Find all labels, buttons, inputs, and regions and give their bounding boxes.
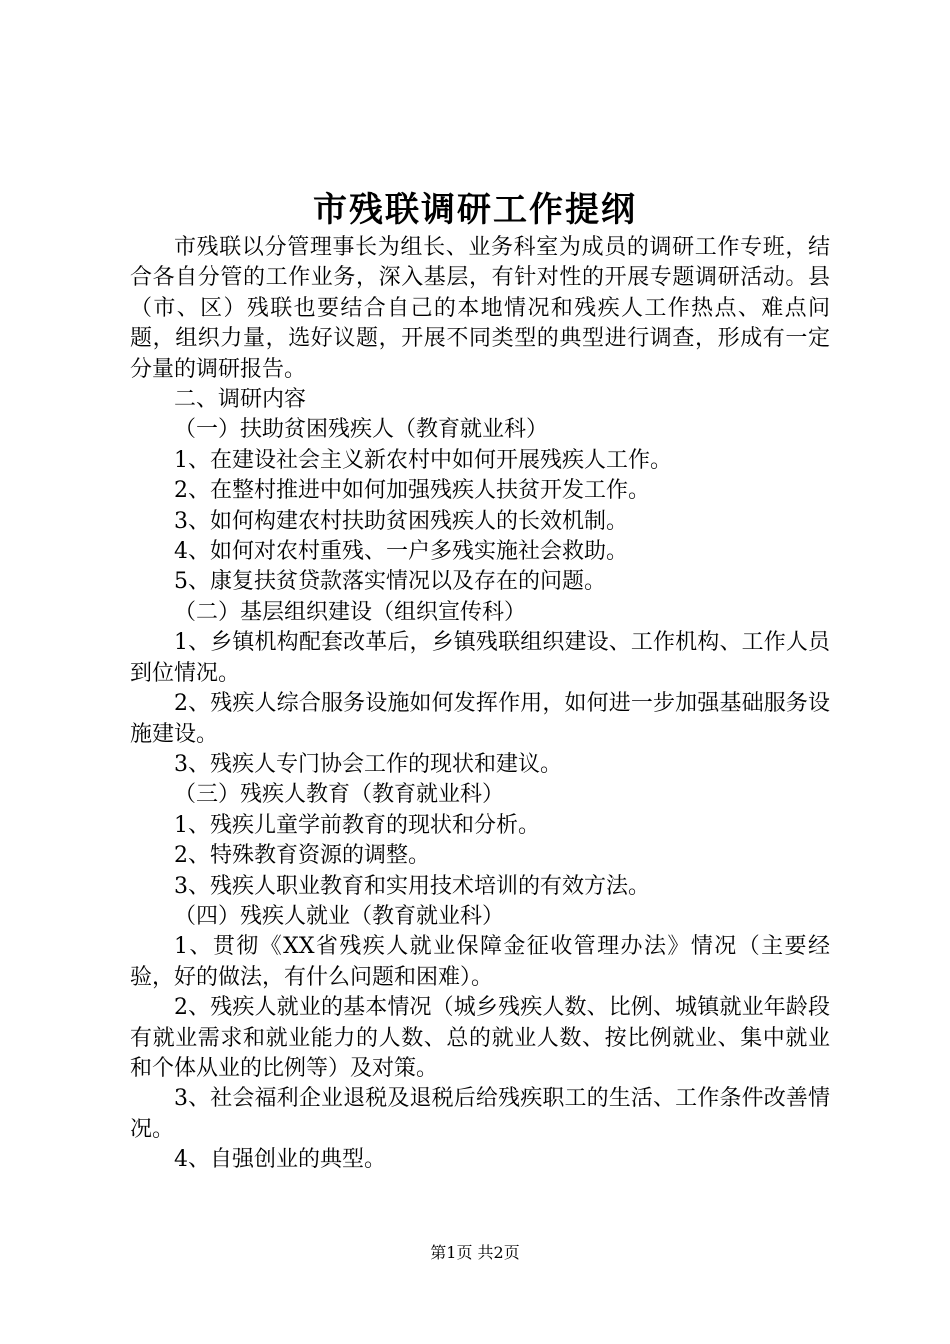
document-title: 市残联调研工作提纲	[313, 190, 637, 230]
list-item: 4、自强创业的典型。	[174, 1147, 386, 1173]
list-item: 3、残疾人职业教育和实用技术培训的有效方法。	[174, 873, 650, 899]
subsection-heading: （二）基层组织建设（组织宣传科）	[174, 599, 527, 625]
list-item: 2、残疾人就业的基本情况（城乡残疾人数、比例、城镇就业年龄段有就业需求和就业能力的人数、总的就业人数、按比例就业、集中就业和个体从业的比例等）及对策。	[130, 995, 830, 1081]
subsection-heading: （四）残疾人就业（教育就业科）	[174, 903, 505, 929]
subsection-heading: （三）残疾人教育（教育就业科）	[174, 782, 505, 808]
list-item: 2、在整村推进中如何加强残疾人扶贫开发工作。	[174, 478, 650, 504]
section-heading: 二、调研内容	[174, 387, 307, 413]
list-item: 3、如何构建农村扶助贫困残疾人的长效机制。	[174, 508, 628, 534]
subsection-heading: （一）扶助贫困残疾人（教育就业科）	[174, 417, 549, 443]
intro-paragraph: 市残联以分管理事长为组长、业务科室为成员的调研工作专班，结合各自分管的工作业务，深入基层，有针对性的开展专题调研活动。县（市、区）残联也要结合自己的本地情况和残疾人工作热点、难点问题，组织力量，选好议题，开展不同类型的典型进行调查，形成有一定分量的调研报告。	[130, 235, 830, 382]
list-item: 2、特殊教育资源的调整。	[174, 843, 430, 869]
list-item: 5、康复扶贫贷款落实情况以及存在的问题。	[174, 569, 606, 595]
list-item: 1、残疾儿童学前教育的现状和分析。	[174, 812, 540, 838]
document-body	[130, 233, 830, 1176]
list-item: 2、残疾人综合服务设施如何发挥作用，如何进一步加强基础服务设施建设。	[130, 691, 830, 747]
list-item: 3、社会福利企业退税及退税后给残疾职工的生活、工作条件改善情况。	[130, 1086, 830, 1142]
list-item: 1、在建设社会主义新农村中如何开展残疾人工作。	[174, 447, 672, 473]
list-item: 1、乡镇机构配套改革后，乡镇残联组织建设、工作机构、工作人员到位情况。	[130, 630, 830, 686]
list-item: 1、贯彻《XX省残疾人就业保障金征收管理办法》情况（主要经验，好的做法，有什么问题和困难）。	[130, 934, 830, 990]
page-number-footer: 第1页 共2页	[430, 1243, 520, 1262]
list-item: 3、残疾人专门协会工作的现状和建议。	[174, 751, 562, 777]
list-item: 4、如何对农村重残、一户多残实施社会救助。	[174, 539, 628, 565]
